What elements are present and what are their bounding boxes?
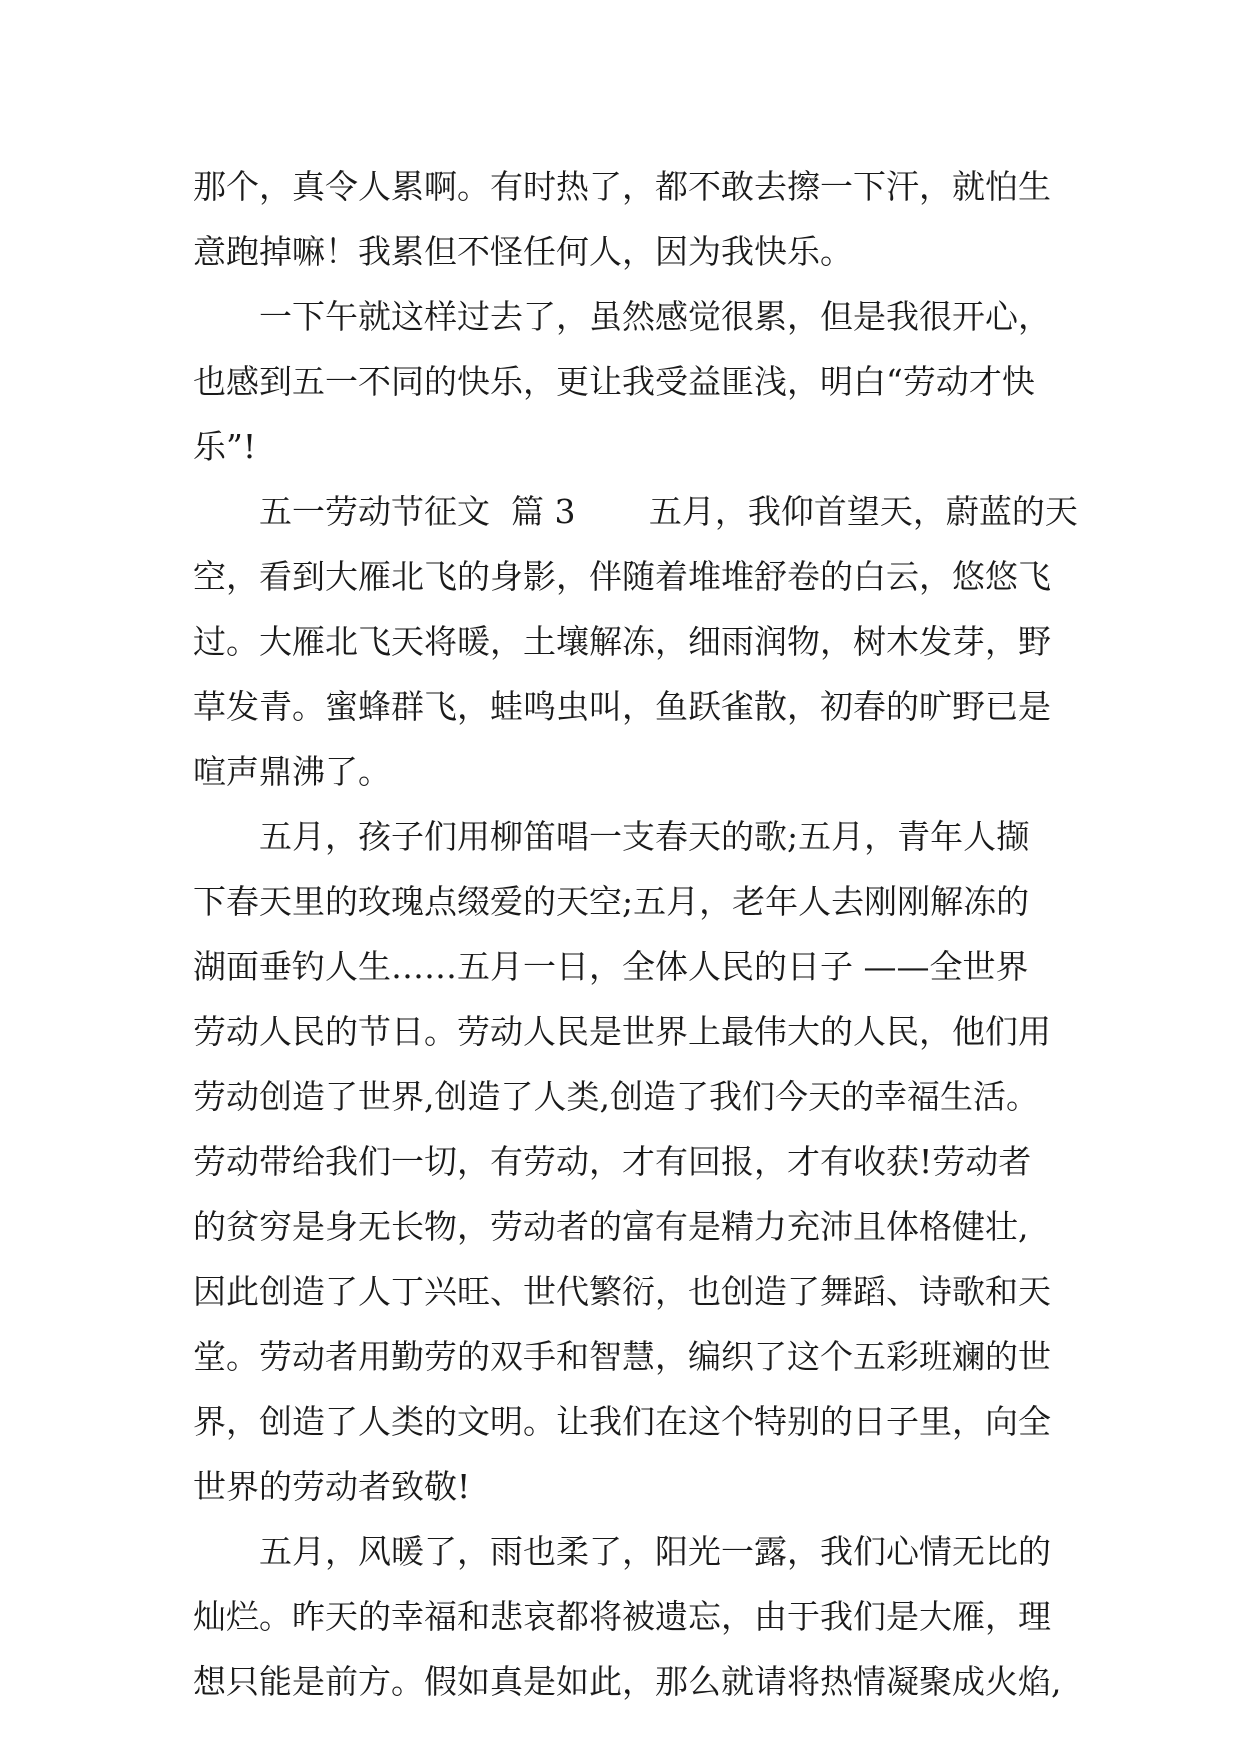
text-line: 湖面垂钓人生……五月一日，全体人民的日子 ——全世界	[193, 947, 1029, 986]
section-heading-line: 五一劳动节征文 篇 3 五月，我仰首望天，蔚蓝的天	[259, 492, 1078, 531]
text-line: 劳动带给我们一切，有劳动，才有回报，才有收获!劳动者	[193, 1142, 1032, 1181]
text-line: 过。大雁北飞天将暖，土壤解冻，细雨润物，树木发芽，野	[193, 622, 1051, 661]
paragraph-first-line: 五月，风暖了，雨也柔了，阳光一露，我们心情无比的	[259, 1532, 1051, 1571]
text-line: 草发青。蜜蜂群飞，蛙鸣虫叫，鱼跃雀散，初春的旷野已是	[193, 687, 1051, 726]
text-line: 想只能是前方。假如真是如此，那么就请将热情凝聚成火焰,	[193, 1662, 1062, 1701]
text-line: 喧声鼎沸了。	[193, 752, 391, 791]
text-line: 空，看到大雁北飞的身影，伴随着堆堆舒卷的白云，悠悠飞	[193, 557, 1051, 596]
text-line: 劳动创造了世界,创造了人类,创造了我们今天的幸福生活。	[193, 1077, 1039, 1116]
text-line: 劳动人民的节日。劳动人民是世界上最伟大的人民，他们用	[193, 1012, 1051, 1051]
text-line: 也感到五一不同的快乐，更让我受益匪浅，明白“劳动才快	[193, 362, 1035, 401]
text-line: 乐”!	[193, 427, 257, 466]
text-line: 意跑掉嘛！我累但不怪任何人，因为我快乐。	[193, 232, 853, 271]
paragraph-first-line: 一下午就这样过去了，虽然感觉很累，但是我很开心，	[259, 297, 1051, 336]
text-line: 下春天里的玫瑰点缀爱的天空;五月，老年人去刚刚解冻的	[193, 882, 1030, 921]
text-line: 灿烂。昨天的幸福和悲哀都将被遗忘，由于我们是大雁，理	[193, 1597, 1051, 1636]
text-line: 因此创造了人丁兴旺、世代繁衍，也创造了舞蹈、诗歌和天	[193, 1272, 1051, 1311]
text-line: 界，创造了人类的文明。让我们在这个特别的日子里，向全	[193, 1402, 1051, 1441]
text-line: 那个，真令人累啊。有时热了，都不敢去擦一下汗，就怕生	[193, 167, 1051, 206]
text-line: 世界的劳动者致敬!	[193, 1467, 471, 1506]
text-line: 堂。劳动者用勤劳的双手和智慧，编织了这个五彩班斓的世	[193, 1337, 1051, 1376]
paragraph-first-line: 五月，孩子们用柳笛唱一支春天的歌;五月，青年人撷	[259, 817, 1030, 856]
text-line: 的贫穷是身无长物，劳动者的富有是精力充沛且体格健壮,	[193, 1207, 1029, 1246]
